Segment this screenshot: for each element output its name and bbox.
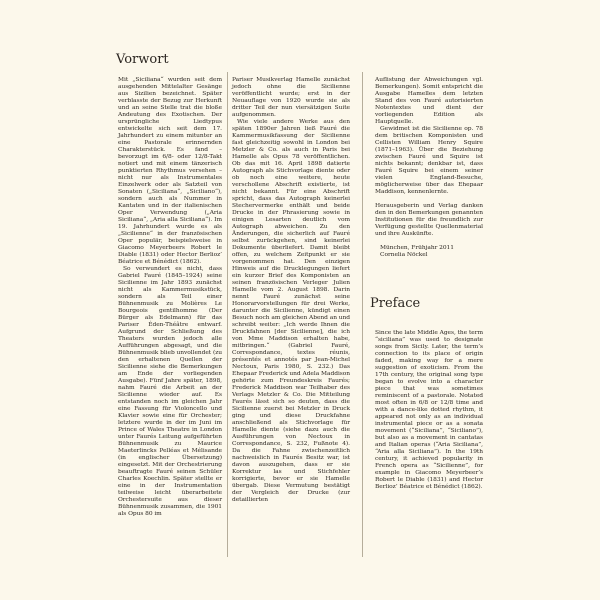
paragraph: Wie viele andere Werke aus den späten 1890er Jahren ließ Fauré die Kammermusikfassung der Sicilienne fast gleichzeitig sowohl in London bei Metzler & Co. als auch in Paris bei Hamelle als Opus 78 veröffentlichen. Ob das mit 16. April 1898 datierte Autograph als Stichvorlage diente oder ob noch eine weitere, heute verschollene Abschrift existierte, ist nicht bekannt. Für eine Abschrift spricht, dass das Autograph keinerlei Stechervermerke enthält und beide Drucke in der Phrasierung sowie in einigen Lesarten deutlich vom Autograph abweichen. Zu den Änderungen, die sicherlich auf Fauré selbst zurückgehen, sind keinerlei Dokumente überliefert. Damit bleibt offen, zu welchem Zeitpunkt er sie vorgenommen hat. Den einzigen Hinweis auf die Drucklegungen liefert ein kurzer Brief des Komponisten an seinen französischen Verleger Julien Hamelle vom 2. August 1898. Darin nennt Fauré zunächst seine Honorarvorstellungen für drei Werke, darunter die Sicilienne, kündigt einen Besuch noch am gleichen Abend an und schreibt weiter: „Ich werde Ihnen die Druckfahnen [der Sicilienne], die ich von Mme Maddison erhalten habe, mitbringen.“ (Gabriel Fauré, Correspondance, textes réunis, présentés et annotés par Jean-Michel Nectoux, Paris 1980, S. 232.) Das Ehepaar Frederick und Adela Maddison gehörte zum Freundeskreis Faurés; Frederick Maddison war Teilhaber des Verlags Metzler & Co. Die Mitteilung Faurés lässt sich so deuten, dass die Sicilienne zuerst bei Metzler in Druck ging und diese Druckfahne anschließend als Stichvorlage für Hamelle diente (siehe dazu auch die Ausführungen von Nectoux in Correspondance, S. 232, Fußnote 4). Da die Fahne zwischenzeitlich nachweislich in Faurés Besitz war, ist davon auszugehen, dass er sie Korrektur las und Stichfehler korrigierte, bevor er sie Hamelle übergab. Diese Vermutung bestätigt der Vergleich der Drucke (zur detaillierten — [232, 119, 350, 503]
editor-name: Cornelia Nöckel — [380, 252, 428, 258]
paragraph: So verwundert es nicht, dass Gabriel Fauré (1845–1924) seine Sicilienne im Jahr 1893 zunächst nicht als Kammermusikstück, sondern als Teil einer Bühnenmusik zu Molières Le Bourgeois gentilhomme (Der Bürger als Edelmann) für das Pariser Éden-Théâtre entwarf. Aufgrund der Schließung des Theaters wurden jedoch alle Aufführungen abgesagt, und die Bühnenmusik blieb unvollendet (zu den erhaltenen Quellen der Sicilienne siehe die Bemerkungen am Ende der vorliegenden Ausgabe). Fünf Jahre später, 1898, nahm Fauré die Arbeit an der Sicilienne wieder auf. Es entstanden noch im gleichen Jahr eine Fassung für Violoncello und Klavier sowie eine für Orchester; letztere wurde in der im Juni im Prince of Wales Theatre in London unter Faurés Leitung aufgeführten Bühnenmusik zu Maurice Maeterlincks Pelléas et Mélisande (in englischer Übersetzung) eingesetzt. Mit der Orchestrierung beauftragte Fauré seinen Schüler Charles Koechlin. Später stellte er eine in der Instrumentation teilweise leicht überarbeitete Orchestersuite aus dieser Bühnenmusik zusammen, die 1901 als Opus 80 im — [118, 266, 222, 517]
paragraph: Mit „Siciliana“ wurden seit dem ausgehenden Mittelalter Gesänge aus Sizilien bezeichnet. Später verblasste der Bezug zur Herkunft und an seine Stelle trat die bloße Andeutung des Exotischen. Der ursprüngliche Liedtypus entwickelte sich seit dem 17. Jahrhundert zu einem mitunter an eine Pastorale erinnernden Charakterstück. Es fand – bevorzugt im 6/8- oder 12/8-Takt notiert und mit einem tänzerisch punktierten Rhythmus versehen – nicht nur als Instrumentales Einzelwerk oder als Satzteil von Sonaten („Siciliana“, „Siciliano“), sondern auch als Nummer in Kantaten und in der italienischen Oper Verwendung („Aria Siciliana“, „Aria alla Siciliana“). Im 19. Jahrhundert wurde es als „Sicilienne“ in der französischen Oper populär, beispielsweise in Giacomo Meyerbeers Robert le Diable (1831) oder Hector Berlioz’ Béatrice et Bénédict (1862). — [118, 77, 222, 265]
date-line: München, Frühjahr 2011 — [380, 245, 454, 251]
vorwort-heading: Vorwort — [116, 52, 169, 67]
column-divider — [227, 72, 228, 557]
acknowledgement: Herausgeberin und Verlag danken den in den Bemerkungen genannten Institutionen für die freundlich zur Verfügung gestellte Quellenmaterial und ihre Auskünfte. — [375, 203, 483, 237]
preface-column — [375, 330, 483, 491]
paragraph: Since the late Middle Ages, the term “siciliana” was used to designate songs from Sicily. Later, the term’s connection to its place of origin faded, making way for a mere suggestion of exoticism. From the 17th century, the original song type began to evolve into a character piece that was sometimes reminiscent of a pastorale. Notated most often in 6/8 or 12/8 time and with a dance-like dotted rhythm, it appeared not only as an individual instrumental piece or as a sonata movement (“Siciliana”, “Siciliano”), but also as a movement in cantatas and Italian operas (“Aria Siciliana”, “Aria alla Siciliana”). In the 19th century, it achieved popularity in French opera as “Sicilienne”, for example in Giacomo Meyerbeer’s Robert le Diable (1831) and Hector Berlioz’ Béatrice et Bénédict (1862). — [375, 330, 483, 490]
paragraph: Pariser Musikverlag Hamelle zunächst jedoch ohne die Sicilienne veröffentlicht wurde; erst in der Neuauflage von 1920 wurde sie als dritter Teil der nun viersätzigen Suite aufgenommen. — [232, 77, 350, 118]
column-divider — [362, 72, 363, 557]
paragraph: Gewidmet ist die Sicilienne op. 78 dem britischen Komponisten und Cellisten William Henry Squire (1871–1963). Über die Beziehung zwischen Fauré und Squire ist nichts bekannt; denkbar ist, dass Fauré Squire bei einem seiner vielen England-Besuche, möglicherweise über das Ehepaar Maddison, kennenlernte. — [375, 126, 483, 195]
paragraph: Auflistung der Abweichungen vgl. Bemerkungen). Somit entspricht die Ausgabe Hamelles dem letzten Stand des von Fauré autorisierten Notentextes und dient der vorliegenden Edition als Hauptquelle. — [375, 77, 483, 125]
vorwort-column-2 — [232, 77, 350, 504]
vorwort-column-3 — [375, 77, 483, 259]
vorwort-column-1 — [118, 77, 222, 518]
preface-heading: Preface — [370, 296, 421, 311]
